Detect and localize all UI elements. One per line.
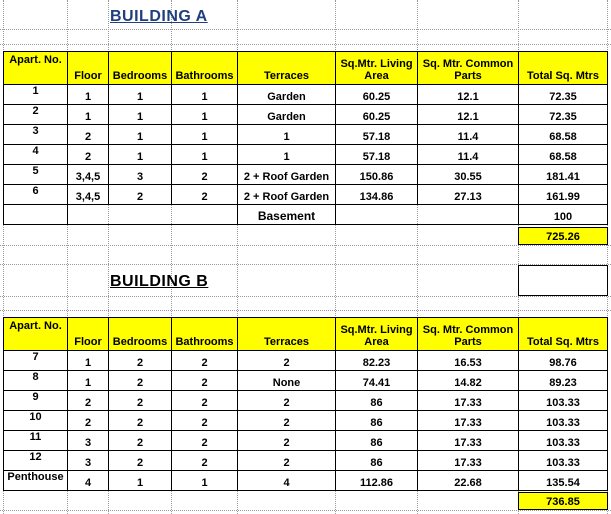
table-row xyxy=(3,351,608,371)
cell-bedrooms: 2 xyxy=(109,391,172,410)
cell-common: 11.4 xyxy=(418,145,519,164)
cell-total: 103.33 xyxy=(546,457,580,469)
header-total-sq-mtrs: Total Sq. Mtrs xyxy=(527,70,599,82)
cell-terraces: 4 xyxy=(238,471,336,490)
cell-floor: 1 xyxy=(68,105,109,124)
basement-total: 100 xyxy=(553,211,573,223)
cell-total: 89.23 xyxy=(549,377,577,389)
cell-total: 161.99 xyxy=(546,191,580,203)
cell-bedrooms: 2 xyxy=(109,411,172,430)
cell-bathrooms: 2 xyxy=(172,185,238,204)
cell-living: 60.25 xyxy=(336,105,418,124)
cell-floor: 1 xyxy=(68,351,109,370)
header-living-area: Sq.Mtr. Living Area xyxy=(336,318,418,350)
cell-terraces: 2 + Roof Garden xyxy=(238,185,336,204)
cell-bedrooms: 1 xyxy=(109,85,172,104)
building-a-header-row xyxy=(3,51,608,85)
cell-floor: 2 xyxy=(68,145,109,164)
basement-label: Basement xyxy=(238,205,336,224)
cell-apart: 5 xyxy=(4,165,68,184)
cell-bathrooms: 1 xyxy=(172,105,238,124)
empty-cell-box xyxy=(518,265,608,296)
table-row xyxy=(3,371,608,391)
building-b-grand-total: 736.85 xyxy=(518,492,608,510)
cell-common: 12.1 xyxy=(418,105,519,124)
cell-apart: Penthouse xyxy=(4,471,68,490)
cell-bathrooms: 2 xyxy=(172,371,238,390)
gridline xyxy=(0,245,611,246)
table-row xyxy=(3,85,608,105)
cell-terraces: 2 + Roof Garden xyxy=(238,165,336,184)
cell-common: 17.33 xyxy=(418,391,519,410)
cell-apart: 11 xyxy=(4,431,68,450)
cell-apart: 6 xyxy=(4,185,68,204)
header-floor: Floor xyxy=(68,52,109,84)
cell-floor: 3,4,5 xyxy=(68,185,109,204)
cell-common: 17.33 xyxy=(418,431,519,450)
cell-apart: 12 xyxy=(4,451,68,470)
cell-common: 12.1 xyxy=(418,85,519,104)
cell-living: 134.86 xyxy=(336,185,418,204)
cell-bathrooms: 2 xyxy=(172,165,238,184)
header-bedrooms: Bedrooms xyxy=(109,318,172,350)
cell-bedrooms: 3 xyxy=(109,165,172,184)
cell-apart: 7 xyxy=(4,351,68,370)
cell-apart: 2 xyxy=(4,105,68,124)
header-floor: Floor xyxy=(68,318,109,350)
gridline xyxy=(0,29,611,30)
cell-bathrooms: 2 xyxy=(172,431,238,450)
cell-bedrooms: 1 xyxy=(109,105,172,124)
cell-bathrooms: 1 xyxy=(172,471,238,490)
building-b-header-row xyxy=(3,317,608,351)
cell-total: 68.58 xyxy=(549,131,577,143)
header-apart-no: Apart. No. xyxy=(4,318,68,350)
table-row xyxy=(3,451,608,471)
cell-apart: 4 xyxy=(4,145,68,164)
cell-bathrooms: 2 xyxy=(172,351,238,370)
cell-living: 57.18 xyxy=(336,145,418,164)
cell-living: 86 xyxy=(336,431,418,450)
cell-living: 74.41 xyxy=(336,371,418,390)
cell-total: 103.33 xyxy=(546,437,580,449)
cell-floor: 2 xyxy=(68,411,109,430)
table-row xyxy=(3,411,608,431)
cell-total: 98.76 xyxy=(549,357,577,369)
cell-terraces: 2 xyxy=(238,391,336,410)
cell-total: 103.33 xyxy=(546,397,580,409)
cell-living: 86 xyxy=(336,391,418,410)
table-row xyxy=(3,431,608,451)
cell-apart: 9 xyxy=(4,391,68,410)
cell-terraces: None xyxy=(238,371,336,390)
gridline xyxy=(0,296,611,297)
cell-terraces: 2 xyxy=(238,351,336,370)
cell-bedrooms: 2 xyxy=(109,431,172,450)
table-row xyxy=(3,471,608,491)
header-terraces: Terraces xyxy=(238,52,336,84)
cell-common: 27.13 xyxy=(418,185,519,204)
cell-terraces: Garden xyxy=(238,85,336,104)
cell-bedrooms: 1 xyxy=(109,145,172,164)
cell-terraces: 2 xyxy=(238,431,336,450)
header-total-sq-mtrs: Total Sq. Mtrs xyxy=(527,336,599,348)
cell-living: 150.86 xyxy=(336,165,418,184)
cell-total: 68.58 xyxy=(549,151,577,163)
cell-bedrooms: 2 xyxy=(109,451,172,470)
cell-living: 86 xyxy=(336,451,418,470)
cell-common: 11.4 xyxy=(418,125,519,144)
gridline xyxy=(0,510,611,511)
cell-common: 14.82 xyxy=(418,371,519,390)
cell-bedrooms: 2 xyxy=(109,351,172,370)
cell-terraces: 1 xyxy=(238,125,336,144)
table-row xyxy=(3,125,608,145)
gridline xyxy=(0,310,611,311)
cell-bedrooms: 1 xyxy=(109,471,172,490)
gridline xyxy=(0,44,611,45)
header-bathrooms: Bathrooms xyxy=(172,318,238,350)
cell-terraces: 1 xyxy=(238,145,336,164)
header-terraces: Terraces xyxy=(238,318,336,350)
table-row xyxy=(3,105,608,125)
header-bathrooms: Bathrooms xyxy=(172,52,238,84)
cell-apart: 8 xyxy=(4,371,68,390)
cell-bathrooms: 2 xyxy=(172,451,238,470)
basement-row xyxy=(3,205,608,225)
cell-bathrooms: 1 xyxy=(172,145,238,164)
cell-bedrooms: 1 xyxy=(109,125,172,144)
table-row xyxy=(3,145,608,165)
cell-bedrooms: 2 xyxy=(109,185,172,204)
cell-bathrooms: 1 xyxy=(172,125,238,144)
cell-common: 30.55 xyxy=(418,165,519,184)
cell-floor: 3,4,5 xyxy=(68,165,109,184)
cell-total: 181.41 xyxy=(546,171,580,183)
header-common-parts: Sq. Mtr. Common Parts xyxy=(418,318,519,350)
cell-living: 86 xyxy=(336,411,418,430)
cell-total: 103.33 xyxy=(546,417,580,429)
cell-bedrooms: 2 xyxy=(109,371,172,390)
header-common-parts: Sq. Mtr. Common Parts xyxy=(418,52,519,84)
cell-common: 17.33 xyxy=(418,451,519,470)
cell-floor: 2 xyxy=(68,391,109,410)
cell-living: 60.25 xyxy=(336,85,418,104)
cell-terraces: 2 xyxy=(238,411,336,430)
cell-apart: 10 xyxy=(4,411,68,430)
table-row xyxy=(3,185,608,205)
cell-living: 112.86 xyxy=(336,471,418,490)
header-apart-no: Apart. No. xyxy=(4,52,68,84)
cell-common: 16.53 xyxy=(418,351,519,370)
cell-total: 72.35 xyxy=(549,91,577,103)
cell-floor: 3 xyxy=(68,431,109,450)
cell-bathrooms: 2 xyxy=(172,391,238,410)
cell-total: 72.35 xyxy=(549,111,577,123)
cell-total: 135.54 xyxy=(546,477,580,489)
header-bedrooms: Bedrooms xyxy=(109,52,172,84)
cell-living: 82.23 xyxy=(336,351,418,370)
cell-floor: 4 xyxy=(68,471,109,490)
cell-floor: 2 xyxy=(68,125,109,144)
cell-bathrooms: 1 xyxy=(172,85,238,104)
cell-floor: 1 xyxy=(68,85,109,104)
building-b-title: BUILDING B xyxy=(110,273,209,290)
cell-common: 22.68 xyxy=(418,471,519,490)
header-living-area: Sq.Mtr. Living Area xyxy=(336,52,418,84)
cell-terraces: 2 xyxy=(238,451,336,470)
cell-apart: 3 xyxy=(4,125,68,144)
cell-apart: 1 xyxy=(4,85,68,104)
table-row xyxy=(3,391,608,411)
cell-terraces: Garden xyxy=(238,105,336,124)
building-a-grand-total: 725.26 xyxy=(518,227,608,245)
cell-living: 57.18 xyxy=(336,125,418,144)
cell-bathrooms: 2 xyxy=(172,411,238,430)
building-a-title: BUILDING A xyxy=(110,8,208,25)
table-row xyxy=(3,165,608,185)
cell-floor: 1 xyxy=(68,371,109,390)
cell-common: 17.33 xyxy=(418,411,519,430)
cell-floor: 3 xyxy=(68,451,109,470)
